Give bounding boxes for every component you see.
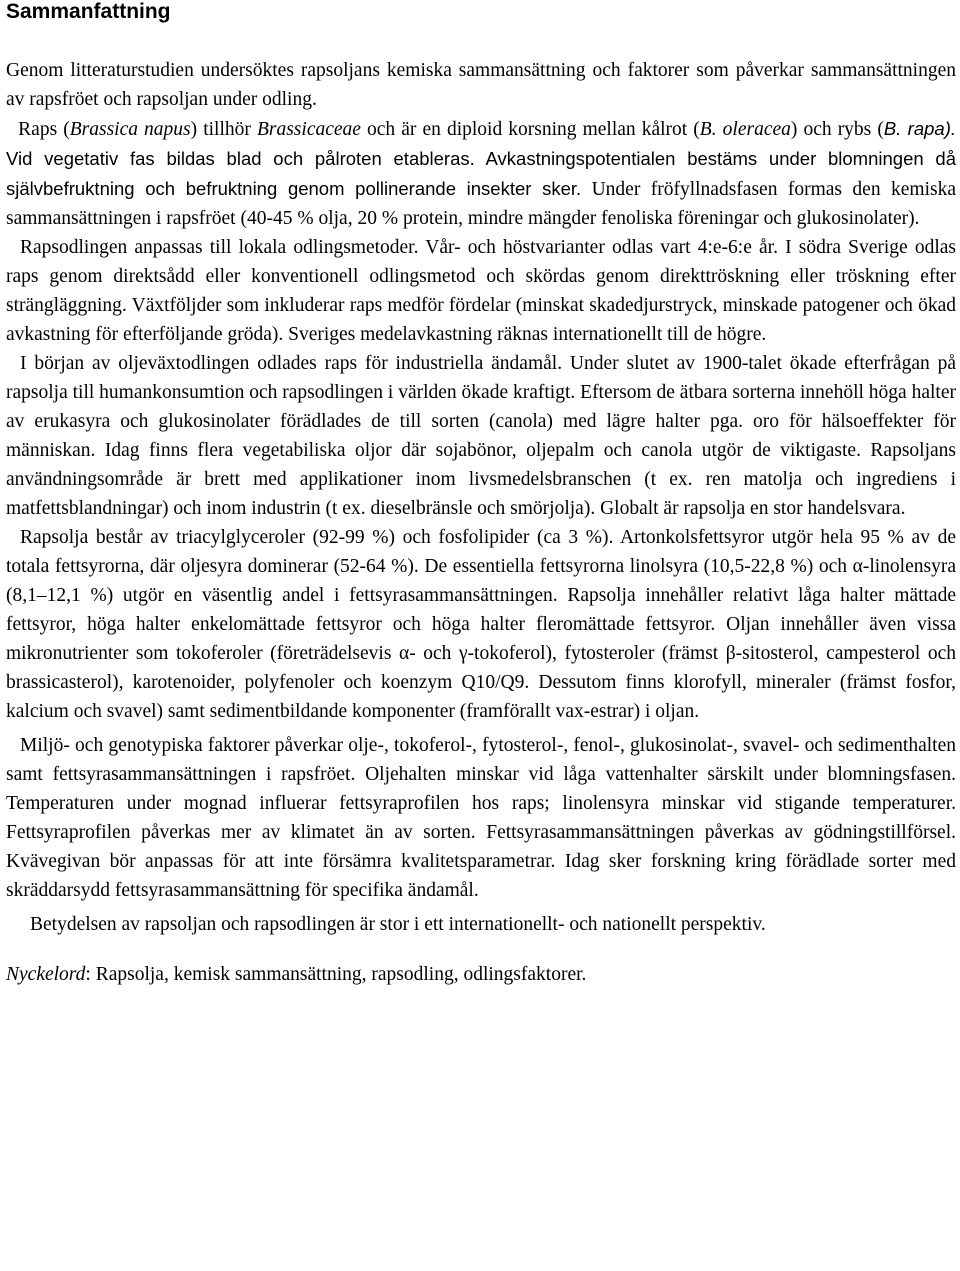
species-rapa: B. rapa). — [883, 118, 956, 139]
p1-sans-text: Vid vegetativ fas bildas blad och pålroten etableras. Avkastningspotentialen bestäms under blomningen då självbefruktning och befruktning genom pollinerande insekter sker. — [6, 148, 956, 199]
paragraph-2: Rapsodlingen anpassas till lokala odlingsmetoder. Vår- och höstvarianter odlas vart 4:e-6:e år. I södra Sverige odlas raps genom direktsådd eller konventionell odlingsmetod och skördas genom direkttröskning eller tröskning efter strängläggning. Växtföljder som inkluderar raps medför fördelar (minskat skadedjurstryck, minskade patogener och ökad avkastning för efterföljande gröda). Sveriges medelavkastning räknas internationellt till de högre. — [6, 237, 956, 345]
keywords-label: Nyckelord — [6, 964, 86, 985]
paragraph-5: Miljö- och genotypiska faktorer påverkar olje-, tokoferol-, fytosterol-, fenol-, glukosinolat-, svavel- och sedimenthalten samt fettsyrasammansättningen i rapsfröet. Oljehalten minskar vid låga vattenhalter särskilt under blomningsfasen. Temperaturen under mognad influerar fettsyraprofilen hos raps; linolensyra minskar vid stigande temperaturer. Fettsyraprofilen påverkas mer av klimatet än av sorten. Fettsyrasammansättningen påverkas av gödningstillförsel. Kvävegivan bör anpassas för att inte försämra kvalitetsparametrar. Idag sker forskning kring förädlade sorter med skräddarsydd fettsyrasammansättning för specifika ändamål. — [6, 735, 956, 901]
species-name: Brassica napus — [69, 119, 191, 140]
section-title: Sammanfattning — [6, 0, 171, 23]
paragraph-4: Rapsolja består av triacylglyceroler (92-99 %) och fosfolipider (ca 3 %). Artonkolsfettsyror utgör hela 95 % av de totala fettsyrorna, där oljesyra dominerar (52-64 %). De essentiella fettsyrorna linolsyra (10,5-22,8 %) och α-linolensyra (8,1–12,1 %) utgör en väsentlig andel i fettsyrasammansättningen. Rapsolja innehåller relativt låga halter mättade fettsyror, höga halter enkelomättade fettsyror och höga halter fleromättade fettsyror. Oljan innehåller även vissa mikronutrienter som tokoferoler (företrädelsevis α- och γ-tokoferol), fytosteroler (främst β-sitosterol, campesterol och brassicasterol), karotenoider, polyfenoler och koenzym Q10/Q9. Dessutom finns klorofyll, mineraler (främst fosfor, kalcium och svavel) samt sedimentbildande komponenter (framförallt vax-estrar) i oljan. — [6, 527, 956, 722]
keywords-line — [6, 960, 956, 989]
paragraph-3: I början av oljeväxtodlingen odlades raps för industriella ändamål. Under slutet av 1900-talet ökade efterfrågan på rapsolja till humankonsumtion och rapsodlingen i världen ökade kraftigt. Eftersom de ätbara sorterna innehöll höga halter av erukasyra och glukosinolater förädlades de till sorten (canola) med lägre halter pga. oro för hälsoeffekter för människan. Idag finns flera vegetabiliska oljor där sojabönor, oljepalm och canola utgör de viktigaste. Rapsoljans användningsområde är brett med applikationer inom livsmedelsbranschen (t ex. ren matolja och ingrediens i matfettsblandningar) och inom industrin (t ex. dieselbränsle och smörjolja). Globalt är rapsolja en stor handelsvara. — [6, 353, 956, 519]
paragraph-6: Betydelsen av rapsoljan och rapsodlingen är stor i ett internationellt- och nationellt perspektiv. — [30, 914, 766, 935]
spacer — [6, 939, 956, 960]
keywords-text: : Rapsolja, kemisk sammansättning, rapsodling, odlingsfaktorer. — [85, 964, 587, 985]
species-oleracea: B. oleracea — [699, 119, 791, 140]
family-name: Brassicaceae — [256, 119, 361, 140]
p1-sentence-1: Genom litteraturstudien undersöktes rapsoljans kemiska sammansättning och faktorer som påverkar sammansättningen av rapsfröet och rapsoljan under odling. — [6, 60, 956, 110]
p1-indent — [6, 119, 18, 140]
paragraph-1: Genom litteraturstudien undersöktes rapsoljans kemiska sammansättning och faktorer som påverkar sammansättningen av rapsfröet och rapsoljan under odling. Raps (Brassica napus) tillhör Brassicaceae och är en diploid korsning mellan kålrot (B. oleracea) och rybs (B. rapa). Vid vegetativ fas bildas blad och pålroten etableras. Avkastningspotentialen bestäms under blomningen då självbefruktning och befruktning genom pollinerande insekter sker. Under fröfyllnadsfasen formas den kemiska sammansättningen i rapsfröet (40-45 % olja, 20 % protein, mindre mängder fenoliska föreningar och glukosinolater). — [6, 60, 956, 229]
document-page — [6, 0, 956, 989]
